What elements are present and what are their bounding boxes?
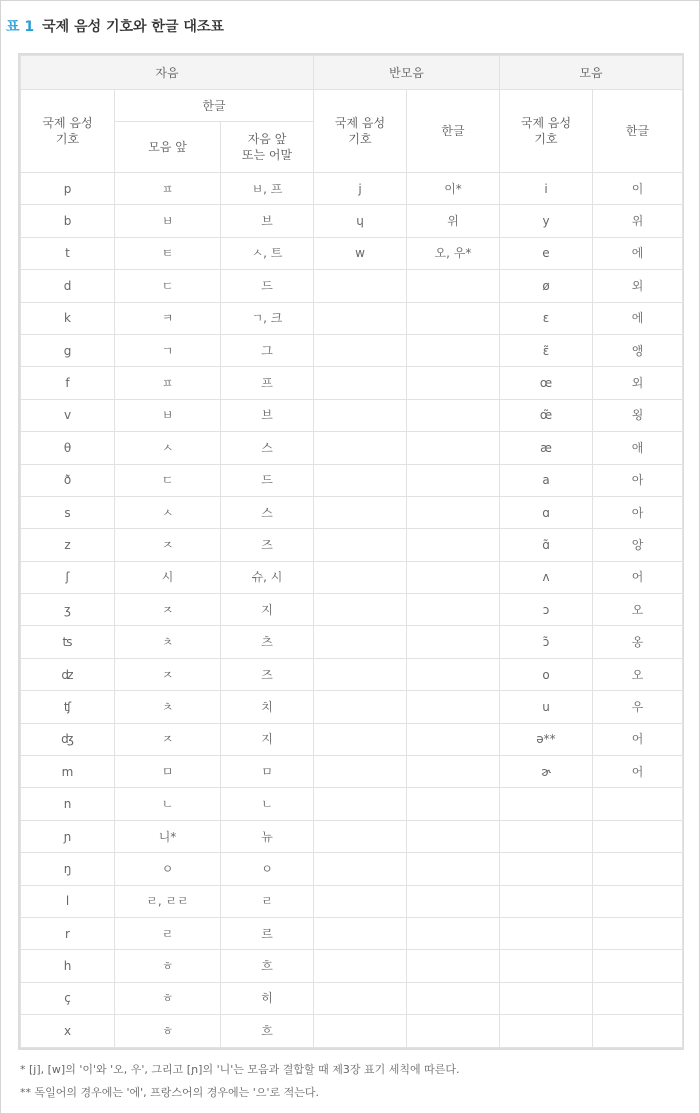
cell-consonant-before-consonant: 치: [221, 691, 314, 723]
cell-semivowel-ipa: [314, 399, 407, 431]
table-title: 국제 음성 기호와 한글 대조표: [42, 19, 224, 35]
cell-semivowel-ipa: [314, 594, 407, 626]
cell-consonant-before-vowel: ㅈ: [115, 723, 221, 755]
cell-consonant-before-vowel: ㅎ: [115, 950, 221, 982]
header-before-consonant: 자음 앞 또는 어말: [221, 122, 314, 173]
table-row: [21, 399, 683, 431]
table-row: [21, 529, 683, 561]
cell-consonant-before-consonant: 스: [221, 432, 314, 464]
cell-consonant-ipa: ʣ: [21, 658, 115, 690]
cell-semivowel-hangul: [407, 270, 500, 302]
cell-consonant-before-consonant: 뉴: [221, 820, 314, 852]
table-row: [21, 756, 683, 788]
cell-consonant-before-consonant: ㅇ: [221, 853, 314, 885]
cell-consonant-ipa: ʧ: [21, 691, 115, 723]
cell-consonant-ipa: r: [21, 917, 115, 949]
cell-semivowel-ipa: [314, 853, 407, 885]
cell-semivowel-hangul: [407, 853, 500, 885]
cell-vowel-ipa: [500, 950, 593, 982]
cell-semivowel-ipa: [314, 270, 407, 302]
cell-vowel-ipa: [500, 820, 593, 852]
cell-consonant-ipa: ʃ: [21, 561, 115, 593]
cell-consonant-ipa: f: [21, 367, 115, 399]
cell-consonant-ipa: ç: [21, 982, 115, 1014]
cell-vowel-ipa: [500, 788, 593, 820]
cell-consonant-before-vowel: ㅅ: [115, 496, 221, 528]
cell-consonant-before-consonant: 지: [221, 594, 314, 626]
cell-consonant-ipa: n: [21, 788, 115, 820]
cell-consonant-before-consonant: 즈: [221, 658, 314, 690]
table-row: [21, 367, 683, 399]
cell-vowel-ipa: œ: [500, 367, 593, 399]
cell-consonant-before-consonant: 츠: [221, 626, 314, 658]
cell-consonant-before-vowel: ㅎ: [115, 982, 221, 1014]
cell-semivowel-hangul: [407, 982, 500, 1014]
cell-semivowel-hangul: [407, 756, 500, 788]
cell-vowel-hangul: 앵: [593, 334, 683, 366]
cell-semivowel-hangul: [407, 302, 500, 334]
cell-consonant-ipa: h: [21, 950, 115, 982]
cell-vowel-hangul: [593, 788, 683, 820]
cell-consonant-before-vowel: 니*: [115, 820, 221, 852]
cell-semivowel-ipa: ɥ: [314, 205, 407, 237]
cell-consonant-ipa: ɲ: [21, 820, 115, 852]
table-row: [21, 594, 683, 626]
table-row: [21, 885, 683, 917]
table-row: [21, 561, 683, 593]
footnote-2: ** 독일어의 경우에는 '에', 프랑스어의 경우에는 '으'로 적는다.: [20, 1086, 319, 1099]
cell-consonant-before-consonant: ㅁ: [221, 756, 314, 788]
cell-consonant-ipa: p: [21, 173, 115, 205]
cell-consonant-ipa: g: [21, 334, 115, 366]
ipa-hangul-table: [18, 53, 684, 1050]
cell-semivowel-ipa: [314, 658, 407, 690]
cell-consonant-before-consonant: ㄱ, 크: [221, 302, 314, 334]
cell-consonant-before-vowel: ㄱ: [115, 334, 221, 366]
cell-semivowel-hangul: [407, 917, 500, 949]
table-row: [21, 658, 683, 690]
cell-vowel-ipa: ʌ: [500, 561, 593, 593]
cell-vowel-ipa: ɛ: [500, 302, 593, 334]
cell-semivowel-ipa: [314, 464, 407, 496]
table-row: [21, 691, 683, 723]
cell-consonant-ipa: θ: [21, 432, 115, 464]
cell-consonant-before-consonant: 르: [221, 917, 314, 949]
cell-vowel-hangul: 에: [593, 237, 683, 269]
cell-consonant-before-vowel: ㄹ, ㄹㄹ: [115, 885, 221, 917]
table-row: [21, 464, 683, 496]
cell-semivowel-ipa: [314, 432, 407, 464]
cell-semivowel-hangul: [407, 594, 500, 626]
cell-consonant-before-vowel: ㅈ: [115, 529, 221, 561]
cell-vowel-hangul: [593, 950, 683, 982]
cell-consonant-before-consonant: ㅅ, 트: [221, 237, 314, 269]
cell-consonant-ipa: l: [21, 885, 115, 917]
header-semivowel-hangul: 한글: [407, 90, 500, 173]
cell-semivowel-hangul: [407, 885, 500, 917]
table-row: [21, 173, 683, 205]
cell-consonant-before-vowel: ㄷ: [115, 464, 221, 496]
cell-vowel-ipa: [500, 917, 593, 949]
cell-semivowel-hangul: [407, 367, 500, 399]
cell-consonant-before-vowel: ㅌ: [115, 237, 221, 269]
cell-semivowel-ipa: [314, 367, 407, 399]
cell-semivowel-ipa: [314, 950, 407, 982]
cell-consonant-before-vowel: ㅊ: [115, 626, 221, 658]
cell-consonant-before-vowel: ㅋ: [115, 302, 221, 334]
cell-consonant-ipa: ŋ: [21, 853, 115, 885]
cell-consonant-ipa: z: [21, 529, 115, 561]
cell-consonant-ipa: v: [21, 399, 115, 431]
cell-consonant-before-consonant: 스: [221, 496, 314, 528]
cell-consonant-ipa: m: [21, 756, 115, 788]
header-vowel: 모음: [500, 56, 683, 90]
cell-vowel-hangul: 이: [593, 173, 683, 205]
cell-consonant-before-consonant: 브: [221, 205, 314, 237]
cell-consonant-ipa: ð: [21, 464, 115, 496]
cell-consonant-before-vowel: ㄷ: [115, 270, 221, 302]
cell-semivowel-ipa: [314, 626, 407, 658]
cell-semivowel-hangul: 오, 우*: [407, 237, 500, 269]
cell-semivowel-ipa: [314, 917, 407, 949]
cell-consonant-before-consonant: 즈: [221, 529, 314, 561]
cell-vowel-ipa: æ: [500, 432, 593, 464]
cell-consonant-before-vowel: ㅈ: [115, 594, 221, 626]
cell-vowel-ipa: [500, 853, 593, 885]
cell-vowel-hangul: [593, 853, 683, 885]
cell-vowel-ipa: ø: [500, 270, 593, 302]
cell-semivowel-ipa: [314, 529, 407, 561]
cell-vowel-hangul: 에: [593, 302, 683, 334]
cell-consonant-before-consonant: 흐: [221, 1015, 314, 1047]
cell-semivowel-hangul: 이*: [407, 173, 500, 205]
cell-consonant-before-vowel: ㄹ: [115, 917, 221, 949]
cell-vowel-ipa: [500, 885, 593, 917]
cell-semivowel-hangul: [407, 529, 500, 561]
cell-vowel-hangul: [593, 982, 683, 1014]
cell-vowel-ipa: ɚ: [500, 756, 593, 788]
table-row: [21, 270, 683, 302]
header-semivowel: 반모음: [314, 56, 500, 90]
table-row: [21, 334, 683, 366]
cell-vowel-hangul: 오: [593, 658, 683, 690]
cell-consonant-before-consonant: 히: [221, 982, 314, 1014]
cell-vowel-hangul: 위: [593, 205, 683, 237]
cell-vowel-ipa: ɛ̃: [500, 334, 593, 366]
cell-consonant-before-vowel: ㅂ: [115, 205, 221, 237]
cell-vowel-hangul: 욍: [593, 399, 683, 431]
cell-consonant-ipa: ʦ: [21, 626, 115, 658]
cell-consonant-before-vowel: ㅊ: [115, 691, 221, 723]
cell-semivowel-hangul: [407, 691, 500, 723]
cell-vowel-ipa: i: [500, 173, 593, 205]
cell-semivowel-ipa: [314, 982, 407, 1014]
header-consonant-ipa: 국제 음성 기호: [21, 90, 115, 173]
cell-vowel-ipa: a: [500, 464, 593, 496]
cell-vowel-ipa: ɑ̃: [500, 529, 593, 561]
cell-vowel-hangul: 아: [593, 464, 683, 496]
cell-consonant-ipa: b: [21, 205, 115, 237]
cell-vowel-ipa: ɔ: [500, 594, 593, 626]
cell-semivowel-ipa: [314, 302, 407, 334]
cell-consonant-before-vowel: ㅅ: [115, 432, 221, 464]
cell-vowel-ipa: y: [500, 205, 593, 237]
table-row: [21, 820, 683, 852]
cell-semivowel-hangul: [407, 496, 500, 528]
cell-semivowel-ipa: [314, 496, 407, 528]
cell-consonant-before-vowel: ㅎ: [115, 1015, 221, 1047]
cell-vowel-hangul: 외: [593, 270, 683, 302]
cell-semivowel-ipa: [314, 756, 407, 788]
cell-consonant-before-consonant: ㄹ: [221, 885, 314, 917]
cell-vowel-ipa: u: [500, 691, 593, 723]
cell-consonant-before-vowel: ㅍ: [115, 173, 221, 205]
cell-consonant-before-vowel: ㄴ: [115, 788, 221, 820]
table-row: [21, 788, 683, 820]
cell-vowel-hangul: 외: [593, 367, 683, 399]
cell-consonant-before-consonant: 지: [221, 723, 314, 755]
table-body: [21, 173, 683, 1048]
table-row: [21, 302, 683, 334]
cell-semivowel-hangul: [407, 820, 500, 852]
cell-semivowel-hangul: [407, 788, 500, 820]
cell-vowel-ipa: e: [500, 237, 593, 269]
cell-vowel-ipa: ə**: [500, 723, 593, 755]
cell-semivowel-hangul: [407, 658, 500, 690]
cell-consonant-before-consonant: ㄴ: [221, 788, 314, 820]
cell-semivowel-ipa: j: [314, 173, 407, 205]
cell-consonant-before-consonant: 그: [221, 334, 314, 366]
cell-vowel-hangul: 애: [593, 432, 683, 464]
cell-consonant-ipa: ʤ: [21, 723, 115, 755]
cell-vowel-hangul: 오: [593, 594, 683, 626]
cell-semivowel-ipa: [314, 334, 407, 366]
table-caption: [6, 16, 224, 36]
cell-consonant-before-consonant: 프: [221, 367, 314, 399]
table-row: [21, 950, 683, 982]
cell-vowel-ipa: [500, 982, 593, 1014]
footnote-1: * [j], [w]의 '이'와 '오, 우', 그리고 [ɲ]의 '니'는 모음과 결합할 때 제3장 표기 세칙에 따른다.: [20, 1063, 460, 1076]
table-row: [21, 982, 683, 1014]
cell-semivowel-ipa: [314, 1015, 407, 1047]
cell-semivowel-hangul: [407, 334, 500, 366]
cell-consonant-before-vowel: 시: [115, 561, 221, 593]
table-row: [21, 723, 683, 755]
cell-semivowel-hangul: 위: [407, 205, 500, 237]
table-row: [21, 853, 683, 885]
cell-vowel-hangul: [593, 917, 683, 949]
cell-semivowel-hangul: [407, 626, 500, 658]
cell-vowel-hangul: 앙: [593, 529, 683, 561]
cell-semivowel-ipa: [314, 820, 407, 852]
cell-semivowel-hangul: [407, 1015, 500, 1047]
cell-vowel-hangul: [593, 820, 683, 852]
cell-vowel-hangul: 우: [593, 691, 683, 723]
cell-vowel-ipa: ɔ̃: [500, 626, 593, 658]
cell-consonant-ipa: ʒ: [21, 594, 115, 626]
cell-consonant-ipa: k: [21, 302, 115, 334]
cell-consonant-before-consonant: 브: [221, 399, 314, 431]
table-number: 표 1: [6, 19, 35, 35]
cell-vowel-ipa: œ̃: [500, 399, 593, 431]
cell-semivowel-ipa: w: [314, 237, 407, 269]
cell-consonant-before-vowel: ㅇ: [115, 853, 221, 885]
header-consonant-hangul: 한글: [115, 90, 314, 122]
cell-consonant-before-vowel: ㅍ: [115, 367, 221, 399]
cell-consonant-before-consonant: 드: [221, 464, 314, 496]
cell-vowel-ipa: [500, 1015, 593, 1047]
table-row: [21, 237, 683, 269]
table-row: [21, 626, 683, 658]
cell-semivowel-hangul: [407, 950, 500, 982]
cell-vowel-ipa: o: [500, 658, 593, 690]
cell-semivowel-ipa: [314, 788, 407, 820]
cell-consonant-before-consonant: 드: [221, 270, 314, 302]
cell-vowel-hangul: [593, 1015, 683, 1047]
table-row: [21, 1015, 683, 1047]
header-semivowel-ipa: 국제 음성 기호: [314, 90, 407, 173]
cell-consonant-before-consonant: 흐: [221, 950, 314, 982]
cell-vowel-hangul: 어: [593, 723, 683, 755]
cell-semivowel-ipa: [314, 885, 407, 917]
header-vowel-ipa: 국제 음성 기호: [500, 90, 593, 173]
cell-semivowel-hangul: [407, 432, 500, 464]
cell-semivowel-hangul: [407, 464, 500, 496]
cell-consonant-ipa: d: [21, 270, 115, 302]
table-row: [21, 496, 683, 528]
header-before-vowel: 모음 앞: [115, 122, 221, 173]
header-consonant: 자음: [21, 56, 314, 90]
cell-consonant-before-consonant: 슈, 시: [221, 561, 314, 593]
cell-vowel-hangul: 아: [593, 496, 683, 528]
cell-vowel-hangul: 어: [593, 756, 683, 788]
cell-semivowel-hangul: [407, 399, 500, 431]
cell-vowel-ipa: ɑ: [500, 496, 593, 528]
cell-vowel-hangul: 어: [593, 561, 683, 593]
cell-consonant-ipa: s: [21, 496, 115, 528]
table-row: [21, 432, 683, 464]
table-row: [21, 917, 683, 949]
cell-vowel-hangul: [593, 885, 683, 917]
table-row: [21, 205, 683, 237]
cell-semivowel-hangul: [407, 723, 500, 755]
cell-semivowel-ipa: [314, 723, 407, 755]
cell-semivowel-ipa: [314, 561, 407, 593]
cell-semivowel-hangul: [407, 561, 500, 593]
cell-consonant-ipa: x: [21, 1015, 115, 1047]
cell-consonant-before-vowel: ㅁ: [115, 756, 221, 788]
footnotes: [20, 1058, 460, 1104]
cell-consonant-ipa: t: [21, 237, 115, 269]
cell-consonant-before-consonant: ㅂ, 프: [221, 173, 314, 205]
cell-consonant-before-vowel: ㅂ: [115, 399, 221, 431]
cell-consonant-before-vowel: ㅈ: [115, 658, 221, 690]
cell-vowel-hangul: 옹: [593, 626, 683, 658]
cell-semivowel-ipa: [314, 691, 407, 723]
header-vowel-hangul: 한글: [593, 90, 683, 173]
